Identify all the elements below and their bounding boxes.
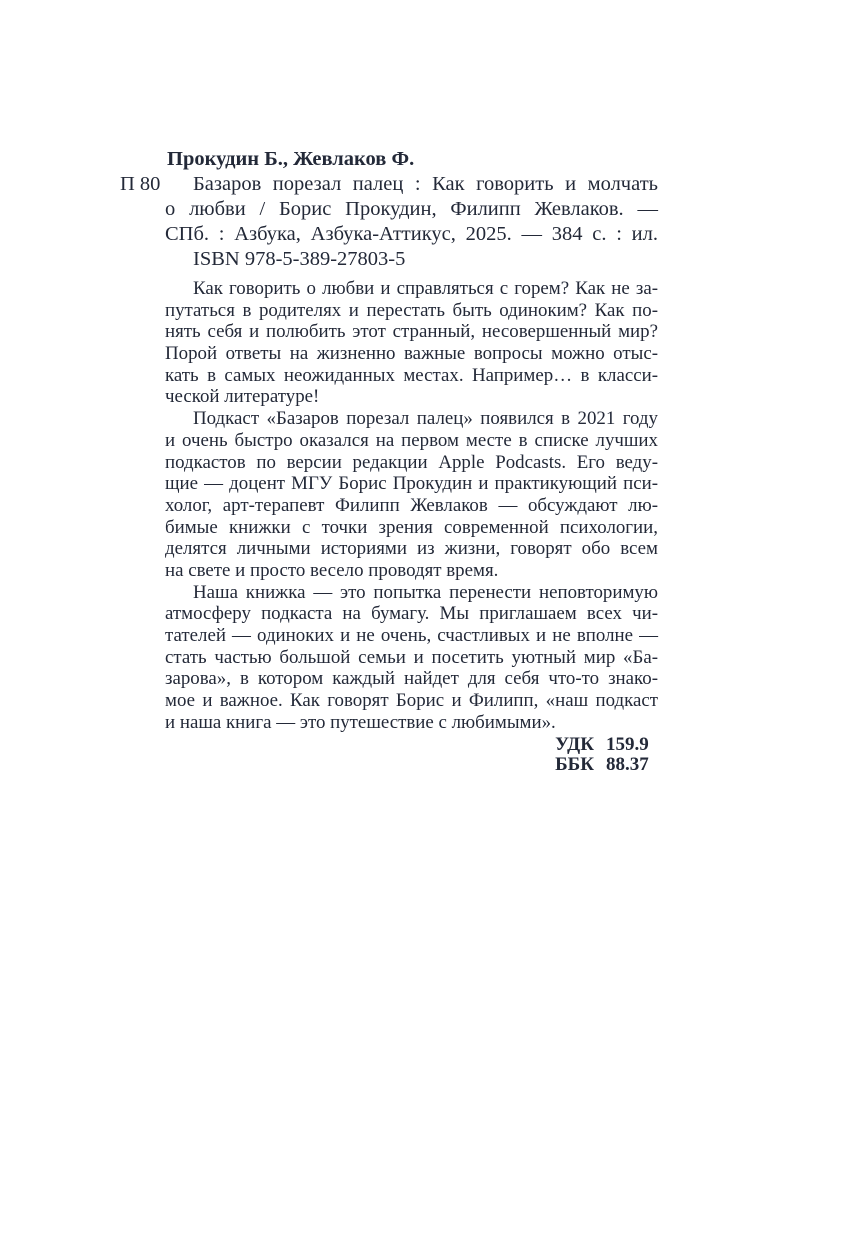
annotation <box>165 278 658 733</box>
bbk-value: 88.37 <box>606 754 649 776</box>
annotation-line: тателей — одиноких и не очень, счастливых и не вполне — <box>165 625 658 646</box>
annotation-line: и очень быстро оказался на первом месте в списке лучших <box>165 429 658 451</box>
annotation-line: холог, арт-терапевт Филипп Жевлаков — обсуждают лю- <box>165 494 658 516</box>
catalog-entry-line: СПб. : Азбука, Азбука-Аттикус, 2025. — 384 с. : ил. <box>165 223 658 245</box>
annotation-line: кать в самых неожиданных местах. Например… в класси- <box>165 364 658 386</box>
annotation-line: Как говорить о любви и справляться с горем? Как не за- <box>193 278 658 299</box>
isbn-line: ISBN 978-5-389-27803-5 <box>193 248 406 270</box>
udk-value: 159.9 <box>606 734 649 756</box>
annotation-line: стать частью большой семьи и посетить уютный мир «Ба- <box>165 646 658 668</box>
annotation-paragraph-2 <box>165 408 658 582</box>
bbk-label: ББК <box>555 754 594 776</box>
annotation-line: мое и важное. Как говорят Борис и Филипп, «наш подкаст <box>165 690 658 712</box>
annotation-line: нять себя и полюбить этот странный, несовершенный мир? <box>165 321 658 343</box>
udk-label: УДК <box>555 734 594 756</box>
annotation-line: Подкаст «Базаров порезал палец» появился в 2021 году <box>193 408 658 430</box>
bbk-line <box>165 755 658 775</box>
annotation-line: на свете и просто весело проводят время. <box>165 559 499 581</box>
annotation-line: и наша книга — это путешествие с любимыми». <box>165 711 556 733</box>
catalog-line-text: Базаров порезал палец : Как говорить и молчать <box>193 173 658 195</box>
annotation-paragraph-1 <box>165 278 658 408</box>
udk-line <box>165 735 658 755</box>
annotation-line: подкастов по версии редакции Apple Podcasts. Его веду- <box>165 451 658 473</box>
classification-indices <box>165 735 658 775</box>
annotation-line: Наша книжка — это попытка перенести неповторимую <box>193 581 658 603</box>
annotation-line: ческой литературе! <box>165 386 320 408</box>
catalog-card <box>120 147 658 272</box>
annotation-paragraph-3 <box>165 582 658 734</box>
annotation-line: атмосферу подкаста на бумагу. Мы приглашаем всех чи- <box>165 603 658 625</box>
author-heading: Прокудин Б., Жевлаков Ф. <box>167 148 415 170</box>
catalog-code: П 80 <box>120 173 161 195</box>
copyright-block <box>120 147 658 776</box>
annotation-line: делятся личными историями из жизни, говорят обо всем <box>165 538 658 560</box>
annotation-line: Порой ответы на жизненно важные вопросы можно отыс- <box>165 343 658 365</box>
catalog-entry-line <box>120 172 658 197</box>
catalog-entry-line: о любви / Борис Прокудин, Филипп Жевлаков. — <box>165 198 658 220</box>
annotation-line: щие — доцент МГУ Борис Прокудин и практикующий пси- <box>165 473 658 495</box>
annotation-line: бимые книжки с точки зрения современной психологии, <box>165 516 658 538</box>
annotation-line: путаться в родителях и перестать быть одиноким? Как по- <box>165 299 658 321</box>
annotation-line: зарова», в котором каждый найдет для себя что-то знако- <box>165 668 658 690</box>
